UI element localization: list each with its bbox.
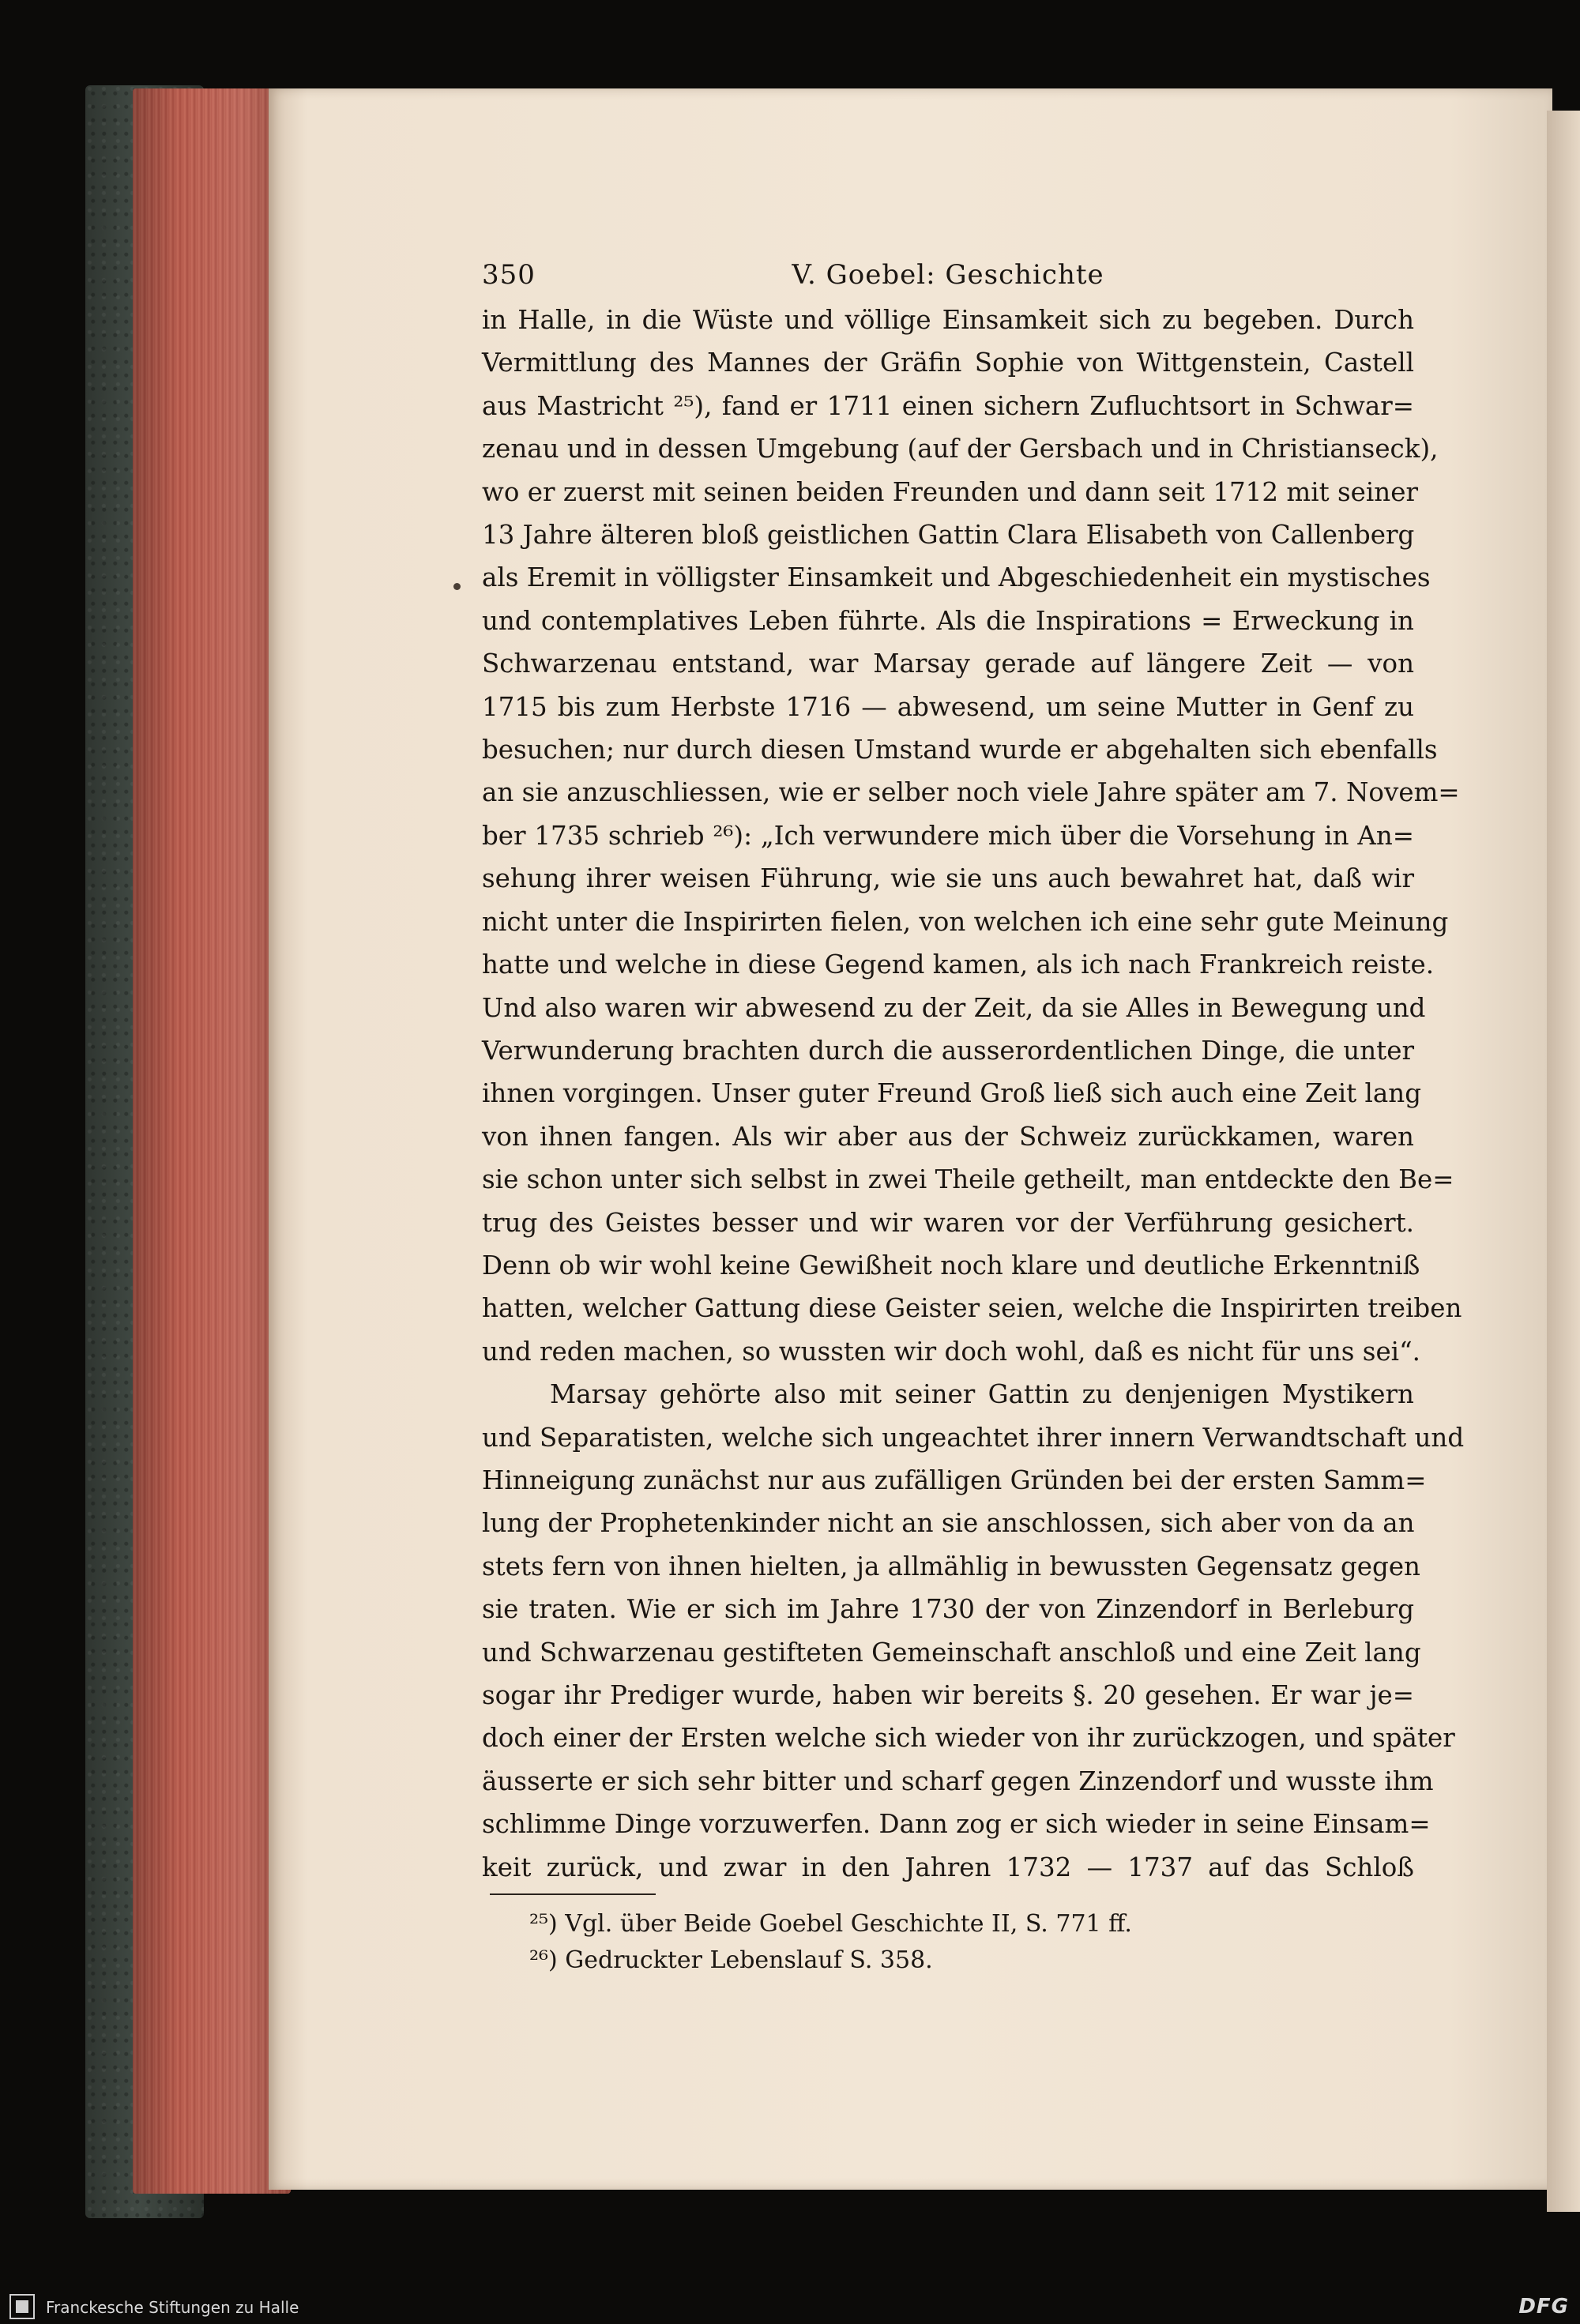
text-line: von ihnen fangen. Als wir aber aus der Schweiz zurückkamen, waren: [482, 1121, 1414, 1152]
text-line: ber 1735 schrieb ²⁶): „Ich verwundere mich über die Vorsehung in An=: [482, 820, 1414, 851]
margin-dot: [453, 583, 461, 590]
text-line: sehung ihrer weisen Führung, wie sie uns auch bewahret hat, daß wir: [482, 863, 1414, 894]
text-line: sogar ihr Prediger wurde, haben wir bereits §. 20 gesehen. Er war je=: [482, 1680, 1414, 1710]
footnote-divider: [490, 1893, 656, 1895]
text-line: Hinneigung zunächst nur aus zufälligen Gründen bei der ersten Samm=: [482, 1465, 1427, 1495]
page-number: 350: [482, 259, 536, 291]
text-line: zenau und in dessen Umgebung (auf der Gersbach und in Christianseck),: [482, 434, 1439, 464]
page-content: [482, 254, 1465, 1979]
text-line: doch einer der Ersten welche sich wieder von ihr zurückzogen, und später: [482, 1723, 1455, 1754]
running-head: [482, 254, 1414, 299]
credit-bar: [0, 2291, 1580, 2324]
text-line: Denn ob wir wohl keine Gewißheit noch klare und deutliche Erkenntniß: [482, 1250, 1420, 1280]
text-line: trug des Geistes besser und wir waren vor der Verführung gesichert.: [482, 1207, 1414, 1238]
text-line: aus Mastricht ²⁵), fand er 1711 einen sichern Zufluchtsort in Schwar=: [482, 390, 1414, 421]
facing-page-edge: [1547, 111, 1580, 2212]
text-line: Marsay gehörte also mit seiner Gattin zu denjenigen Mystikern: [550, 1379, 1414, 1410]
text-line: Vermittlung des Mannes der Gräfin Sophie von Wittgenstein, Castell: [482, 348, 1414, 378]
text-line: Verwunderung brachten durch die ausserordentlichen Dinge, die unter: [482, 1035, 1414, 1066]
institution-name: Franckesche Stiftungen zu Halle: [46, 2298, 299, 2317]
text-line: Schwarzenau entstand, war Marsay gerade auf längere Zeit — von: [482, 649, 1414, 679]
text-line: lung der Prophetenkinder nicht an sie anschlossen, sich aber von da an: [482, 1508, 1415, 1539]
text-line: ihnen vorgingen. Unser guter Freund Groß ließ sich auch eine Zeit lang: [482, 1078, 1421, 1109]
text-line: keit zurück, und zwar in den Jahren 1732 — 1737 auf das Schloß: [482, 1852, 1414, 1882]
text-line: hatten, welcher Gattung diese Geister seien, welche die Inspirirten treiben: [482, 1293, 1462, 1324]
dfg-logo: DFG: [1518, 2295, 1569, 2318]
text-line: nicht unter die Inspirirten fielen, von welchen ich eine sehr gute Meinung: [482, 906, 1449, 937]
text-line: und reden machen, so wussten wir doch wohl, daß es nicht für uns sei“.: [482, 1336, 1421, 1367]
institution-logo-icon: [9, 2294, 35, 2319]
text-line: wo er zuerst mit seinen beiden Freunden und dann seit 1712 mit seiner: [482, 476, 1418, 507]
text-line: hatte und welche in diese Gegend kamen, als ich nach Frankreich reiste.: [482, 950, 1435, 980]
text-line: äusserte er sich sehr bitter und scharf gegen Zinzendorf und wusste ihm: [482, 1766, 1434, 1796]
footnote: ²⁶) Gedruckter Lebenslauf S. 358.: [529, 1946, 933, 1975]
text-line: als Eremit in völligster Einsamkeit und Abgeschiedenheit ein mystisches: [482, 562, 1431, 593]
text-line: in Halle, in die Wüste und völlige Einsamkeit sich zu begeben. Durch: [482, 305, 1414, 335]
text-line: und contemplatives Leben führte. Als die Inspirations = Erweckung in: [482, 605, 1414, 636]
text-line: stets fern von ihnen hielten, ja allmählig in bewussten Gegensatz gegen: [482, 1551, 1420, 1581]
text-line: schlimme Dinge vorzuwerfen. Dann zog er sich wieder in seine Einsam=: [482, 1809, 1431, 1840]
text-line: 13 Jahre älteren bloß geistlichen Gattin Clara Elisabeth von Callenberg: [482, 520, 1415, 551]
footnotes: [482, 1906, 1414, 1979]
text-line: besuchen; nur durch diesen Umstand wurde er abgehalten sich ebenfalls: [482, 735, 1438, 765]
text-line: und Separatisten, welche sich ungeachtet ihrer innern Verwandtschaft und: [482, 1422, 1465, 1453]
text-line: sie traten. Wie er sich im Jahre 1730 der von Zinzendorf in Berleburg: [482, 1594, 1414, 1625]
running-title: V. Goebel: Geschichte: [792, 259, 1104, 291]
text-line: 1715 bis zum Herbste 1716 — abwesend, um seine Mutter in Genf zu: [482, 691, 1414, 722]
text-line: sie schon unter sich selbst in zwei Theile getheilt, man entdeckte den Be=: [482, 1164, 1454, 1195]
text-line: an sie anzuschliessen, wie er selber noch viele Jahre später am 7. Novem=: [482, 777, 1460, 808]
text-line: und Schwarzenau gestifteten Gemeinschaft anschloß und eine Zeit lang: [482, 1637, 1421, 1668]
body-text: [482, 299, 1465, 1889]
footnote: ²⁵) Vgl. über Beide Goebel Geschichte II, S. 771 ff.: [529, 1910, 1132, 1939]
text-line: Und also waren wir abwesend zu der Zeit, da sie Alles in Bewegung und: [482, 992, 1426, 1023]
page-edges: [133, 88, 291, 2194]
